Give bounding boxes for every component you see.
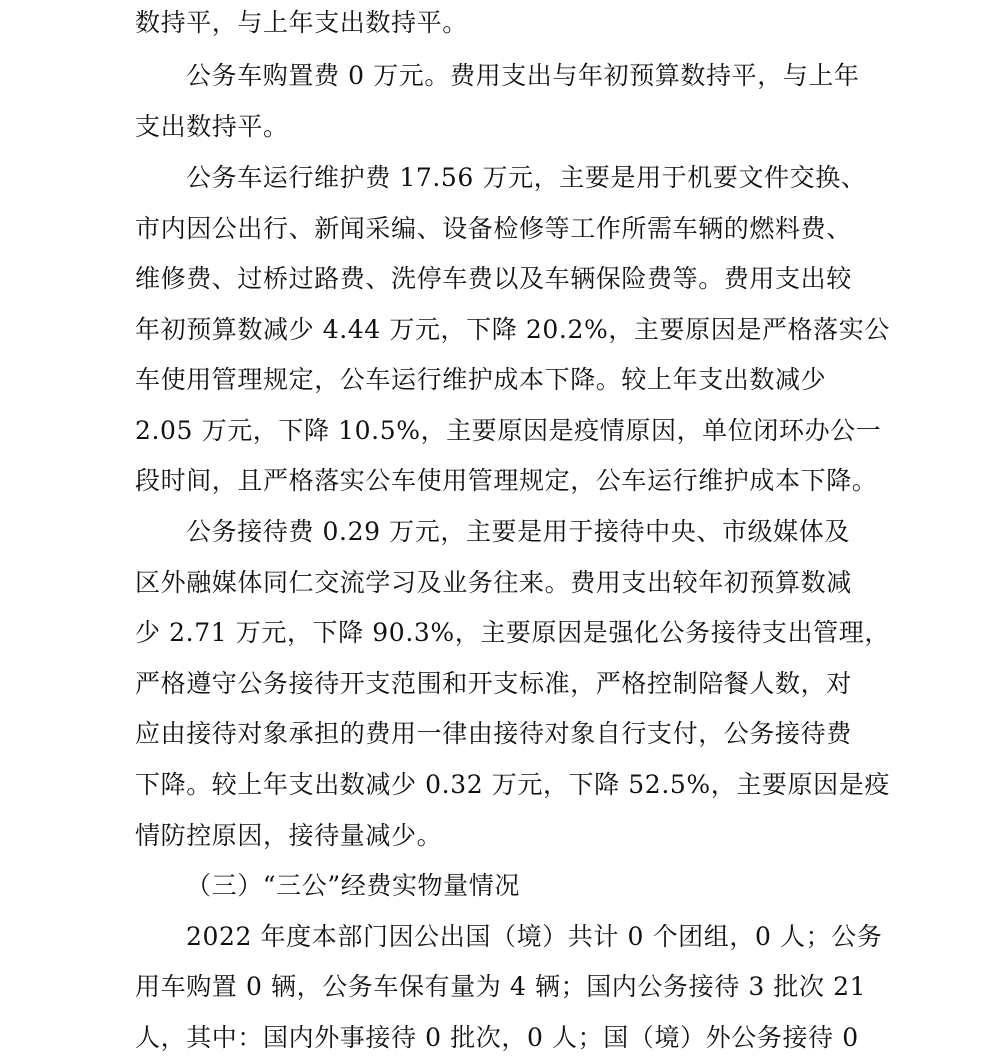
text-line: 应由接待对象承担的费用一律由接待对象自行支付，公务接待费	[135, 719, 852, 748]
text-line: 下降。较上年支出数减少 0.32 万元，下降 52.5%，主要原因是疫	[135, 770, 890, 799]
text-line: 2.05 万元，下降 10.5%，主要原因是疫情原因，单位闭环办公一	[135, 416, 882, 445]
text-line: 严格遵守公务接待开支范围和开支标准，严格控制陪餐人数，对	[135, 669, 852, 698]
text-line: 车使用管理规定，公车运行维护成本下降。较上年支出数减少	[135, 365, 827, 394]
text-line: 维修费、过桥过路费、洗停车费以及车辆保险费等。费用支出较	[135, 264, 852, 293]
text-line: 支出数持平。	[135, 112, 289, 141]
text-line: 2022 年度本部门因公出国（境）共计 0 个团组，0 人；公务	[186, 922, 883, 951]
text-line: 公务车运行维护费 17.56 万元，主要是用于机要文件交换、	[186, 163, 867, 192]
text-line: 段时间，且严格落实公车使用管理规定，公车运行维护成本下降。	[135, 466, 878, 495]
text-line: 年初预算数减少 4.44 万元，下降 20.2%，主要原因是严格落实公	[135, 315, 890, 344]
text-line: 数持平，与上年支出数持平。	[135, 8, 468, 37]
text-line: 人，其中：国内外事接待 0 批次，0 人；国（境）外公务接待 0	[135, 1023, 859, 1052]
text-line: 公务车购置费 0 万元。费用支出与年初预算数持平，与上年	[186, 61, 860, 90]
text-line: 情防控原因，接待量减少。	[135, 821, 443, 850]
text-line: 少 2.71 万元，下降 90.3%，主要原因是强化公务接待支出管理，	[135, 618, 890, 647]
text-line: 公务接待费 0.29 万元，主要是用于接待中央、市级媒体及	[186, 517, 850, 546]
section-heading: （三）“三公”经费实物量情况	[186, 871, 520, 900]
text-line: 区外融媒体同仁交流学习及业务往来。费用支出较年初预算数减	[135, 568, 852, 597]
text-line: 市内因公出行、新闻采编、设备检修等工作所需车辆的燃料费、	[135, 214, 852, 243]
text-line: 用车购置 0 辆，公务车保有量为 4 辆；国内公务接待 3 批次 21	[135, 972, 867, 1001]
